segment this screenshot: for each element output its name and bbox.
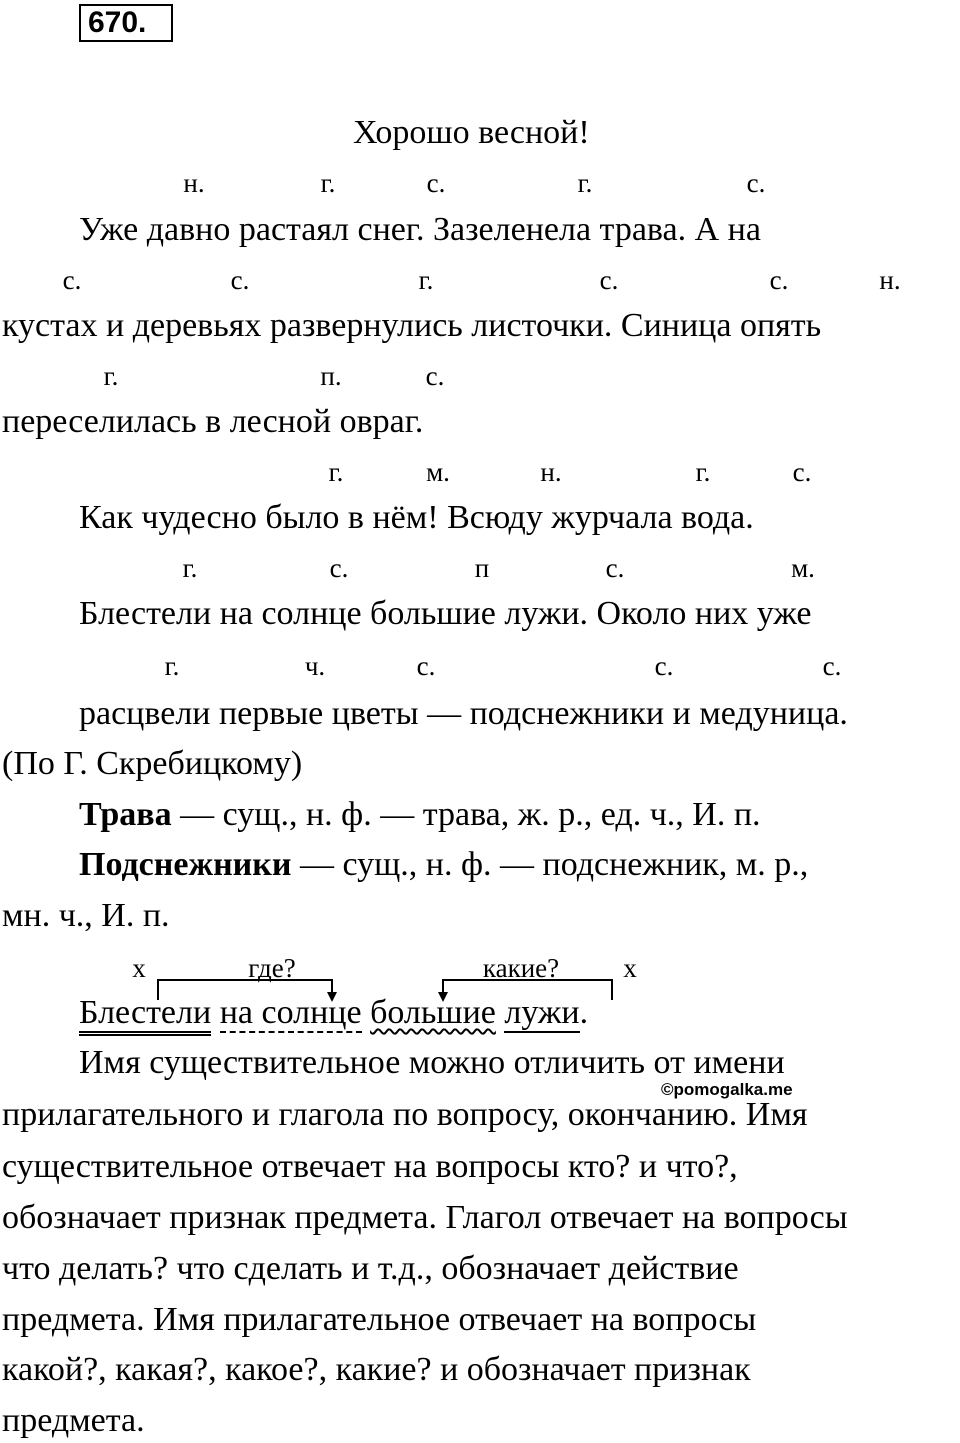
mark: г.	[320, 168, 336, 198]
paragraph-line: существительное отвечает на вопросы кто? и что?,	[2, 1148, 738, 1185]
mark: с.	[822, 651, 842, 681]
exercise-number: 670.	[79, 4, 173, 42]
attribute: большие	[370, 994, 496, 1031]
analysis-word: Трава	[79, 796, 172, 833]
analysis-text: — сущ., н. ф. — трава, ж. р., ед. ч., И. п.	[171, 796, 761, 833]
paragraph-line: предмета.	[2, 1402, 145, 1439]
watermark: ©pomogalka.me	[661, 1080, 793, 1099]
parse-mark: х	[132, 953, 146, 983]
mark: н.	[183, 168, 205, 198]
mark: п.	[320, 361, 342, 391]
text-source: (По Г. Скребицкому)	[2, 745, 303, 782]
text-line: расцвели первые цветы — подснежники и медуница.	[79, 695, 848, 732]
paragraph-line: обозначает признак предмета. Глагол отвечает на вопросы	[2, 1199, 848, 1236]
mark: н.	[879, 265, 901, 295]
predicate: Блестели	[79, 994, 211, 1036]
text-line: переселилась в лесной овраг.	[2, 403, 424, 440]
analysis-text: — сущ., н. ф. — подснежник, м. р.,	[291, 846, 809, 883]
parse-mark: х	[623, 953, 637, 983]
parse-question: где?	[248, 953, 296, 983]
paragraph-line: какой?, какая?, какое?, какие? и обозначает признак	[2, 1351, 751, 1388]
analysis-line-3: мн. ч., И. п.	[2, 897, 170, 934]
sentence-period: .	[579, 994, 589, 1031]
mark: н.	[540, 457, 562, 487]
mark: м.	[426, 457, 450, 487]
mark: ч.	[304, 651, 326, 681]
mark: с.	[792, 457, 812, 487]
mark: г.	[695, 457, 711, 487]
mark: г.	[328, 457, 344, 487]
paragraph-line: Имя существительное можно отличить от имени	[79, 1044, 785, 1081]
mark: г.	[103, 361, 119, 391]
mark: с.	[230, 265, 250, 295]
subject: лужи	[504, 994, 580, 1031]
paragraph-line: предмета. Имя прилагательное отвечает на вопросы	[2, 1301, 757, 1338]
mark: с.	[329, 553, 349, 583]
mark: м.	[791, 553, 815, 583]
text-title: Хорошо весной!	[353, 114, 590, 151]
text-line: Блестели на солнце большие лужи. Около них уже	[79, 595, 812, 632]
mark: с.	[62, 265, 82, 295]
adverbial: на солнце	[219, 994, 362, 1031]
mark: с.	[599, 265, 619, 295]
parse-question: какие?	[482, 953, 560, 983]
mark: с.	[605, 553, 625, 583]
mark: с.	[425, 361, 445, 391]
mark: с.	[769, 265, 789, 295]
mark: с.	[746, 168, 766, 198]
text-line: Уже давно растаял снег. Зазеленела трава. А на	[79, 211, 761, 248]
mark: с.	[416, 651, 436, 681]
mark: г.	[182, 553, 198, 583]
text-line: Как чудесно было в нём! Всюду журчала вода.	[79, 499, 754, 536]
paragraph-line: прилагательного и глагола по вопросу, окончанию. Имя	[2, 1096, 808, 1133]
mark: с.	[426, 168, 446, 198]
text-line: кустах и деревьях развернулись листочки. Синица опять	[2, 307, 822, 344]
mark: г.	[164, 651, 180, 681]
paragraph-line: что делать? что сделать и т.д., обозначает действие	[2, 1250, 739, 1287]
mark: г.	[418, 265, 434, 295]
mark: с.	[654, 651, 674, 681]
analysis-word: Подснежники	[79, 846, 292, 883]
parsed-sentence	[79, 993, 588, 1033]
mark: п	[474, 553, 490, 583]
mark: г.	[577, 168, 593, 198]
